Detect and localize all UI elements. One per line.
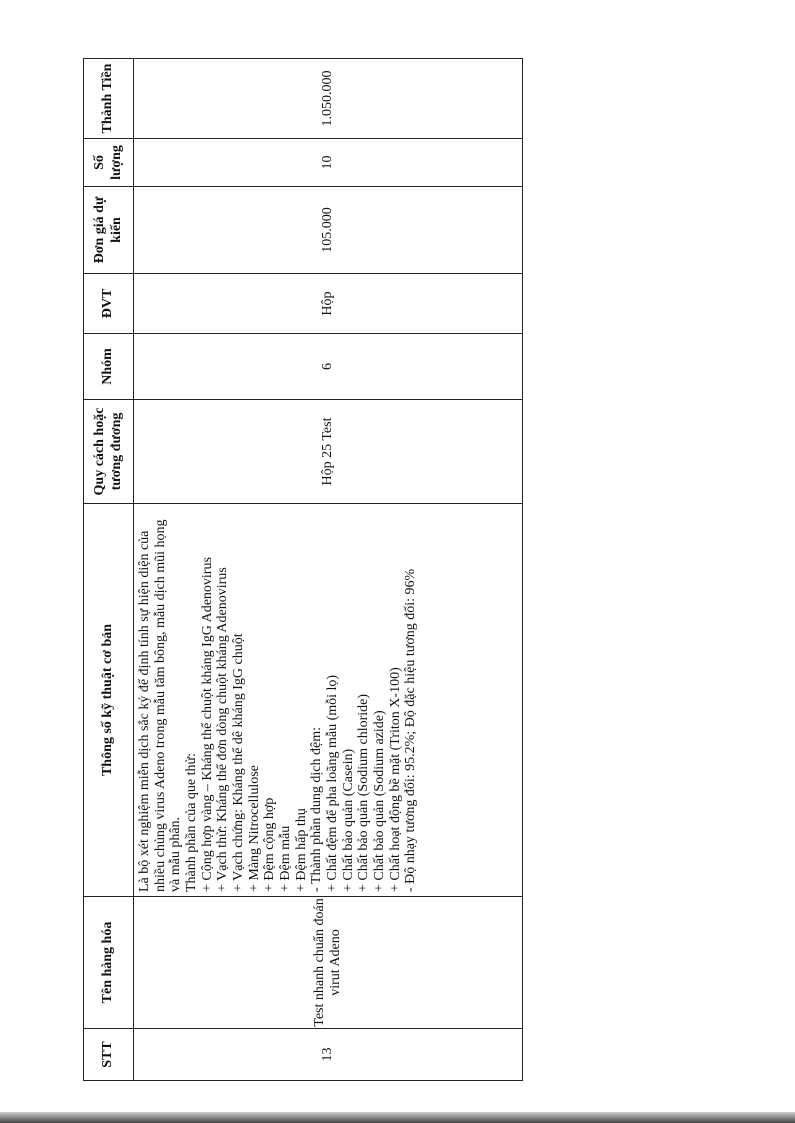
cell-price: 105.000 — [134, 187, 523, 274]
spec-line: + Chất hoạt động bề mặt (Triton X-100) — [387, 667, 403, 892]
spec-line: + Đệm hấp thụ — [293, 808, 309, 892]
spec-line: + Chất bảo quản (Casein) — [340, 748, 356, 892]
header-group: Nhóm — [84, 334, 134, 400]
spec-line: + Vạch thử: Kháng thể đơn dòng chuột kháng Adenovirus — [215, 567, 231, 892]
cell-qty: 10 — [134, 139, 523, 187]
spec-line: - Độ nhạy tương đối: 95.2%; Độ đặc hiệu tương đối: 96% — [403, 568, 419, 892]
cell-name: Test nhanh chuẩn đoán virut Adeno — [134, 897, 523, 1029]
header-row — [84, 59, 134, 1081]
spec-line: - Thành phần dung dịch đệm: — [309, 727, 325, 892]
spec-line: Thành phần của que thử: — [184, 753, 200, 892]
spec-line: + Cộng hợp vàng – Kháng thể chuột kháng IgG Adenovirus — [199, 557, 215, 892]
header-price: Đơn giá dự kiến — [84, 187, 134, 274]
spec-line: + Màng Nitrocellulose — [246, 765, 262, 892]
spec-line: + Chất đệm để pha loãng mẫu (mỗi lọ) — [325, 674, 341, 892]
table-row — [134, 59, 523, 1081]
cell-stt: 13 — [134, 1029, 523, 1081]
header-spec: Thông số kỹ thuật cơ bản — [84, 504, 134, 897]
spec-line: Là bộ xét nghiệm miễn dịch sắc ký để định tính sự hiện diện của nhiều chủng virus Adeno trong mẫu tăm bông, mẫu dịch mũi họng và mẫu phân. — [137, 519, 184, 892]
cell-total: 1.050.000 — [134, 59, 523, 139]
spec-line: + Vạch chứng: Kháng thể dê kháng IgG chuột — [231, 633, 247, 892]
spec-line: + Đệm mẫu — [278, 825, 294, 892]
header-stt: STT — [84, 1029, 134, 1081]
spec-line: + Đệm cộng hợp — [262, 797, 278, 892]
product-table — [83, 58, 523, 1081]
header-packing: Quy cách hoặc tương đương — [84, 400, 134, 504]
cell-unit: Hộp — [134, 274, 523, 334]
header-total: Thành Tiền — [84, 59, 134, 139]
scan-edge-shadow — [0, 1112, 795, 1123]
header-unit: ĐVT — [84, 274, 134, 334]
cell-group: 6 — [134, 334, 523, 400]
spec-line: + Chất bảo quản (Sodium azide) — [372, 710, 388, 892]
header-name: Tên hàng hóa — [84, 897, 134, 1029]
rotated-page — [83, 59, 523, 1081]
cell-spec — [134, 504, 523, 897]
cell-packing: Hộp 25 Test — [134, 400, 523, 504]
spec-line: + Chất bảo quản (Sodium chloride) — [356, 693, 372, 892]
header-qty: Số lượng — [84, 139, 134, 187]
